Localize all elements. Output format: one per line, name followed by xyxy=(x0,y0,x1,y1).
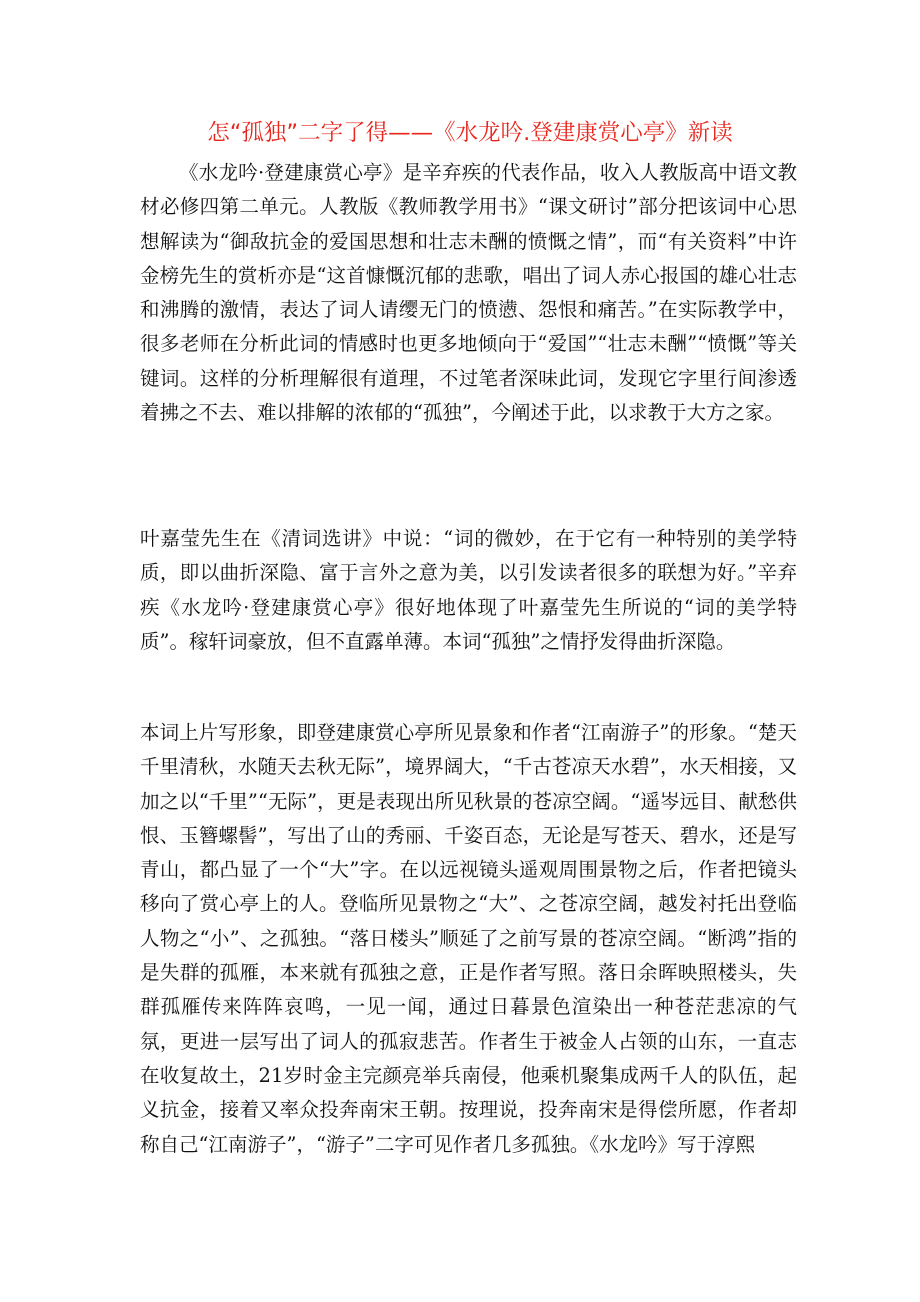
paragraph-upper-stanza: 本词上片写形象，即登建康赏心亭所见景象和作者“江南游子”的形象。“楚天千里清秋，水随天去秋无际”，境界阔大，“千古苍凉天水碧”，水天相接，又加之以“千里”“无际”，更是表现出所见秋景的苍凉空阔。“遥岑远目、献愁供恨、玉簪螺髻”，写出了山的秀丽、千姿百态，无论是写苍天、碧水，还是写青山，都凸显了一个“大”字。在以远视镜头遥观周围景物之后，作者把镜头移向了赏心亭上的人。登临所见景物之“大”、之苍凉空阔，越发衬托出登临人物之“小”、之孤独。“落日楼头”顺延了之前写景的苍凉空阔。“断鸿”指的是失群的孤雁，本来就有孤独之意，正是作者写照。落日余晖映照楼头，失群孤雁传来阵阵哀鸣，一见一闻，通过日暮景色渲染出一种苍茫悲凉的气氛，更进一层写出了词人的孤寂悲苦。作者生于被金人占领的山东，一直志在收复故土，21岁时金主完颜亮举兵南侵，他乘机聚集成两千人的队伍，起义抗金，接着又率众投奔南宋王朝。按理说，投奔南宋是得偿所愿，作者却称自己“江南游子”，“游子”二字可见作者几多孤独。《水龙吟》写于淳熙 xyxy=(140,721,797,1156)
paragraph-ye-jiaying: 叶嘉莹先生在《清词选讲》中说：“词的微妙，在于它有一种特别的美学特质，即以曲折深隐、富于言外之意为美，以引发读者很多的联想为好。”辛弃疾《水龙吟·登建康赏心亭》很好地体现了叶嘉莹先生所说的“词的美学特质”。稼轩词豪放，但不直露单薄。本词“孤独”之情抒发得曲折深隐。 xyxy=(140,527,797,653)
paragraph-intro: 《水龙吟·登建康赏心亭》是辛弃疾的代表作品，收入人教版高中语文教材必修四第二单元。人教版《教师教学用书》“课文研讨”部分把该词中心思想解读为“御敌抗金的爱国思想和壮志未酬的愤慨之情”，而“有关资料”中许金榜先生的赏析亦是“这首慷慨沉郁的悲歌，唱出了词人赤心报国的雄心壮志和沸腾的激情，表达了词人请缨无门的愤懑、怨恨和痛苦。”在实际教学中，很多老师在分析此词的情感时也更多地倾向于“爱国”“壮志未酬”“愤慨”等关键词。这样的分析理解很有道理，不过笔者深味此词，发现它字里行间渗透着拂之不去、难以排解的浓郁的“孤独”，今阐述于此，以求教于大方之家。 xyxy=(140,161,797,425)
article-title: 怎“孤独”二字了得——《水龙吟.登建康赏心亭》新读 xyxy=(207,120,733,146)
